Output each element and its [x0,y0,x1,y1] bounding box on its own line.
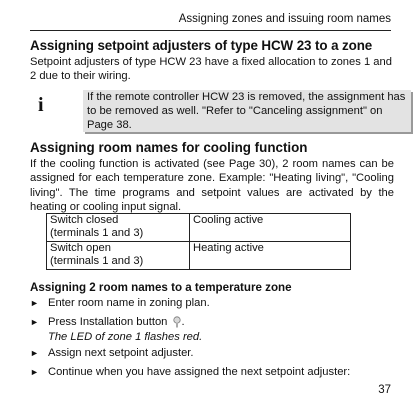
note-text: If the remote controller HCW 23 is removed, the assignment has to be removed as well. "Refer to "Canceling assignment" on Page 38. [83,90,411,132]
step-text: Enter room name in zoning plan. [48,297,210,309]
switch-closed-label: Switch closed (terminals 1 and 3) [50,214,144,240]
page-number: 37 [378,384,391,396]
table-row [47,242,351,270]
bullet-arrow-icon: ► [30,298,39,308]
section-heading-setpoint-adjusters: Assigning setpoint adjusters of type HCW 23 to a zone [30,38,373,53]
table-row [47,214,351,242]
header-title: Assigning zones and issuing room names [178,13,391,25]
section-text-setpoint-adjusters: Setpoint adjusters of type HCW 23 have a fixed allocation to zones 1 and 2 due to their wiring. [30,56,392,83]
section-text-cooling-room-names: If the cooling function is activated (see Page 30), 2 room names can be assigned for each temperature zone. Example: "Heating living", "Cooling living". The time programs and setpoint values are activated by the heating or cooling input signal. [30,158,394,213]
bullet-arrow-icon: ► [30,367,39,378]
step-text: Continue when you have assigned the next setpoint adjuster: [48,366,351,379]
list-item [30,296,400,310]
list-item [30,315,400,344]
section-heading-assign-two-room-names: Assigning 2 room names to a temperature zone [30,281,292,294]
installation-button-icon [172,316,182,328]
switch-state-table [46,213,351,270]
step-list [30,296,400,384]
info-icon: i [38,94,44,116]
step-text: Press Installation button [48,316,168,329]
step-result: The LED of zone 1 flashes red. [48,330,203,343]
switch-open-label: Switch open (terminals 1 and 3) [50,242,144,268]
bullet-arrow-icon: ► [30,317,39,328]
list-item [30,365,400,379]
list-item [30,346,400,360]
table-cell-state: Heating active [190,242,351,270]
table-cell-switch [47,214,190,242]
table-cell-state: Cooling active [190,214,351,242]
page-header [30,10,391,31]
period: . [181,316,185,329]
table-cell-switch [47,242,190,270]
step-text: Assign next setpoint adjuster. [48,346,194,359]
section-heading-cooling-room-names: Assigning room names for cooling function [30,140,308,155]
bullet-arrow-icon: ► [30,347,39,358]
